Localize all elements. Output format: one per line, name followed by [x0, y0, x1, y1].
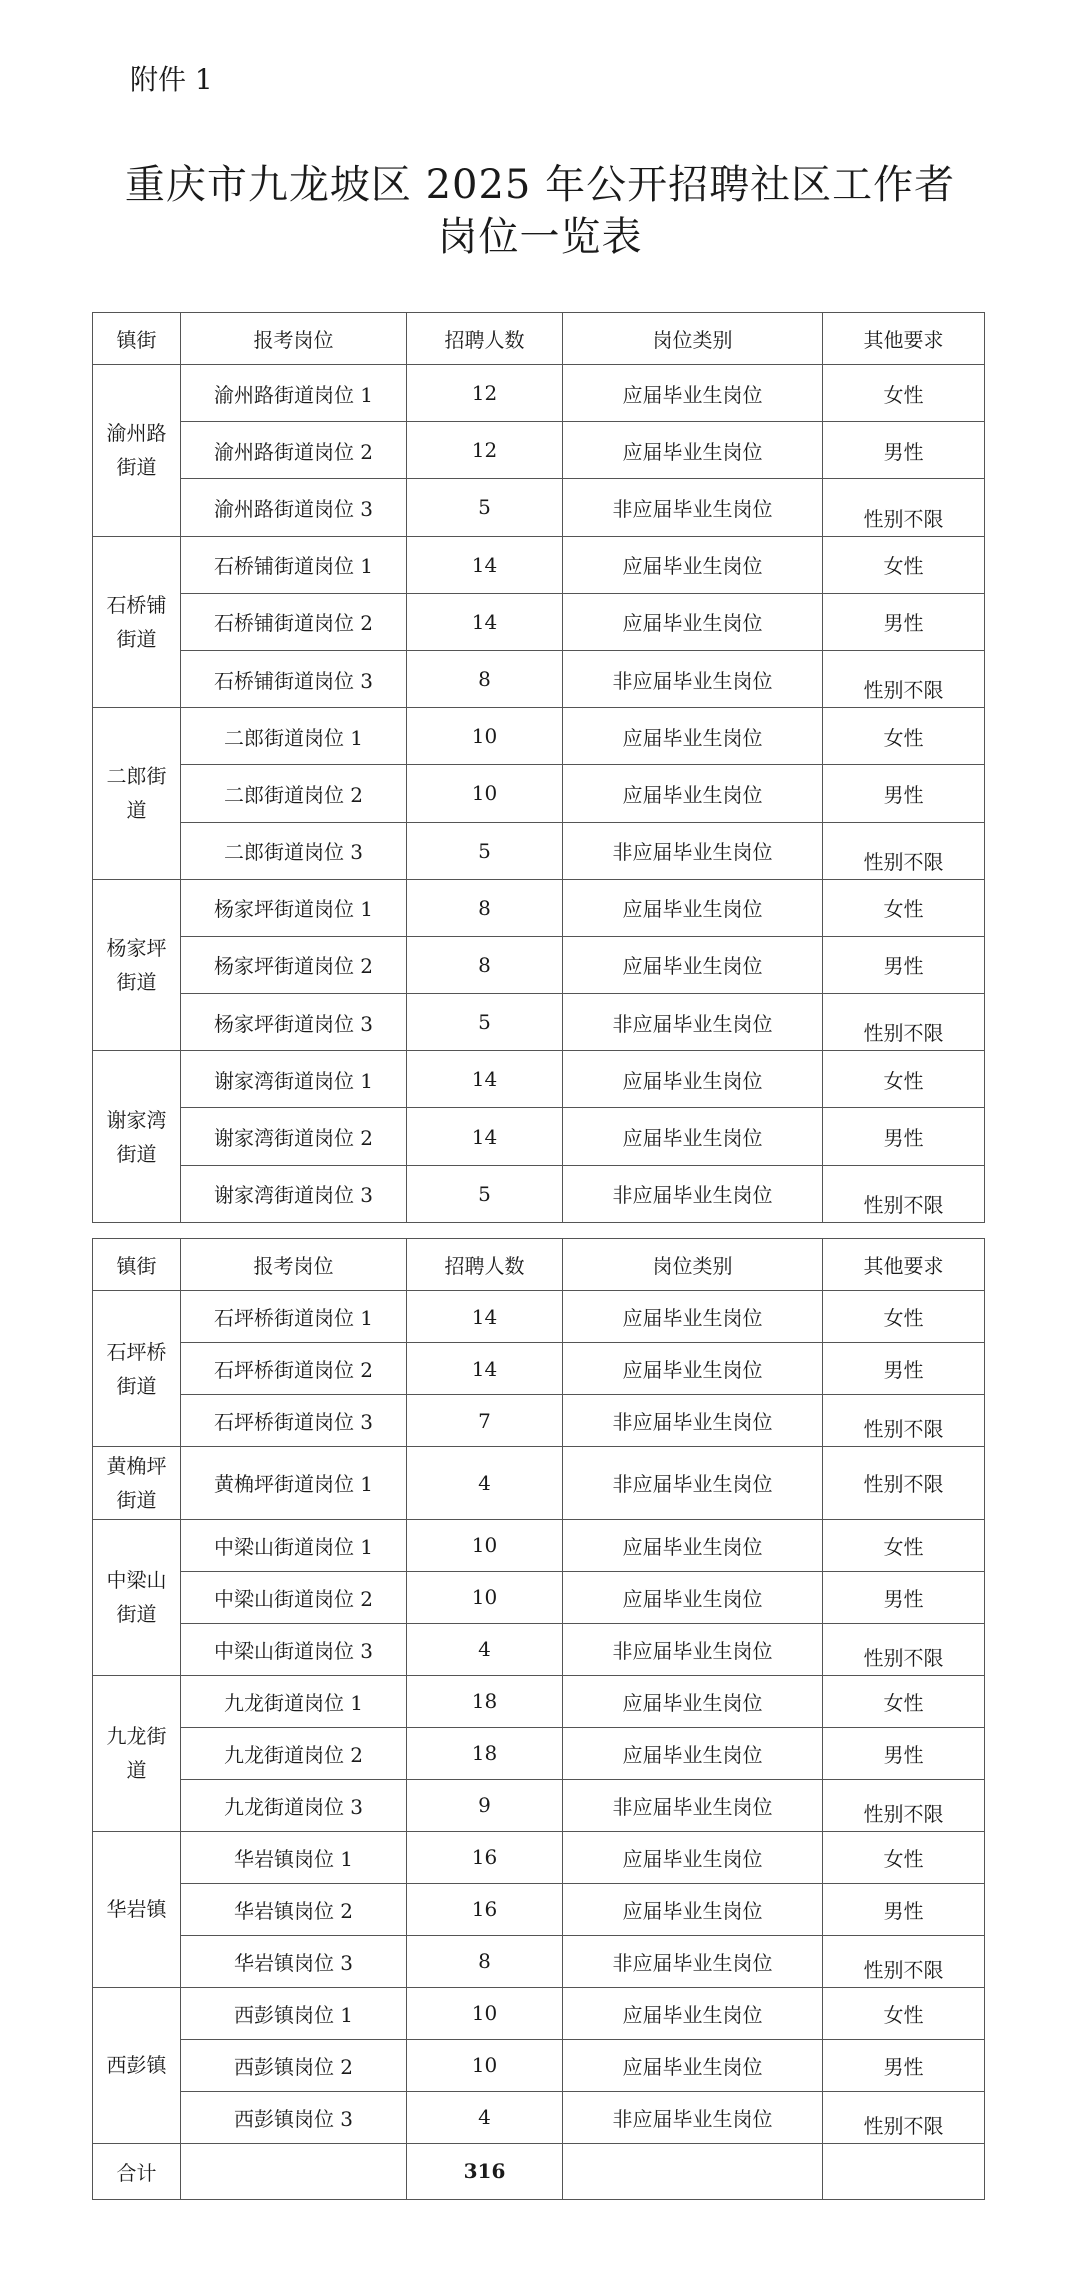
- column-header: 报考岗位: [181, 1239, 407, 1291]
- count-cell: 12: [407, 422, 563, 479]
- street-cell: 二郎街 道: [93, 708, 181, 880]
- table-row: [93, 1623, 985, 1675]
- table-row: [93, 2091, 985, 2143]
- category-cell: 应届毕业生岗位: [563, 1675, 823, 1727]
- count-cell: 8: [407, 650, 563, 707]
- table-row: [93, 936, 985, 993]
- post-cell: 华岩镇岗位 3: [181, 1935, 407, 1987]
- count-cell: 8: [407, 936, 563, 993]
- post-cell: 二郎街道岗位 1: [181, 708, 407, 765]
- table-row: [93, 1675, 985, 1727]
- table-row: [93, 1935, 985, 1987]
- table-row: [93, 593, 985, 650]
- post-cell: 中梁山街道岗位 1: [181, 1519, 407, 1571]
- attachment-label: 附件 1: [130, 63, 213, 96]
- column-header: 岗位类别: [563, 313, 823, 365]
- post-cell: 九龙街道岗位 1: [181, 1675, 407, 1727]
- document-title: 重庆市九龙坡区 2025 年公开招聘社区工作者: [124, 162, 956, 208]
- count-cell: 16: [407, 1883, 563, 1935]
- requirement-cell: 男性: [823, 936, 985, 993]
- table-row: [93, 1571, 985, 1623]
- requirement-cell: 男性: [823, 765, 985, 822]
- count-cell: 8: [407, 879, 563, 936]
- requirement-cell: 女性: [823, 365, 985, 422]
- count-cell: 5: [407, 1165, 563, 1222]
- requirement-cell: 性别不限: [823, 1395, 985, 1447]
- requirement-cell: 男性: [823, 1343, 985, 1395]
- post-cell: 西彭镇岗位 1: [181, 1987, 407, 2039]
- category-cell: 应届毕业生岗位: [563, 1831, 823, 1883]
- count-cell: 14: [407, 536, 563, 593]
- category-cell: 应届毕业生岗位: [563, 765, 823, 822]
- table-row: [93, 765, 985, 822]
- count-cell: 4: [407, 2091, 563, 2143]
- empty-cell: [181, 2143, 407, 2199]
- post-cell: 黄桷坪街道岗位 1: [181, 1447, 407, 1520]
- count-cell: 7: [407, 1395, 563, 1447]
- column-header: 其他要求: [823, 313, 985, 365]
- requirement-cell: 女性: [823, 1291, 985, 1343]
- category-cell: 应届毕业生岗位: [563, 365, 823, 422]
- post-cell: 石坪桥街道岗位 2: [181, 1343, 407, 1395]
- requirement-cell: 女性: [823, 536, 985, 593]
- table-row: [93, 1727, 985, 1779]
- count-cell: 10: [407, 2039, 563, 2091]
- table-row: [93, 1447, 985, 1520]
- requirement-cell: 女性: [823, 708, 985, 765]
- post-cell: 谢家湾街道岗位 1: [181, 1051, 407, 1108]
- post-cell: 中梁山街道岗位 2: [181, 1571, 407, 1623]
- count-cell: 9: [407, 1779, 563, 1831]
- post-cell: 华岩镇岗位 1: [181, 1831, 407, 1883]
- post-cell: 二郎街道岗位 3: [181, 822, 407, 879]
- category-cell: 非应届毕业生岗位: [563, 1935, 823, 1987]
- positions-table-part2: [92, 1238, 985, 2200]
- count-cell: 16: [407, 1831, 563, 1883]
- requirement-cell: 女性: [823, 1519, 985, 1571]
- table-row: [93, 1291, 985, 1343]
- count-cell: 14: [407, 1343, 563, 1395]
- post-cell: 杨家坪街道岗位 2: [181, 936, 407, 993]
- table-row: [93, 2039, 985, 2091]
- post-cell: 华岩镇岗位 2: [181, 1883, 407, 1935]
- empty-cell: [823, 2143, 985, 2199]
- count-cell: 14: [407, 593, 563, 650]
- post-cell: 石桥铺街道岗位 2: [181, 593, 407, 650]
- table-body: [93, 1291, 985, 2200]
- category-cell: 应届毕业生岗位: [563, 422, 823, 479]
- count-cell: 10: [407, 1987, 563, 2039]
- count-cell: 18: [407, 1727, 563, 1779]
- table-row: [93, 365, 985, 422]
- category-cell: 应届毕业生岗位: [563, 1291, 823, 1343]
- table-row: [93, 1779, 985, 1831]
- post-cell: 九龙街道岗位 3: [181, 1779, 407, 1831]
- post-cell: 石桥铺街道岗位 1: [181, 536, 407, 593]
- count-cell: 10: [407, 1571, 563, 1623]
- category-cell: 应届毕业生岗位: [563, 1108, 823, 1165]
- category-cell: 非应届毕业生岗位: [563, 994, 823, 1051]
- table-header: [93, 1239, 985, 1291]
- count-cell: 18: [407, 1675, 563, 1727]
- requirement-cell: 女性: [823, 1831, 985, 1883]
- category-cell: 应届毕业生岗位: [563, 1051, 823, 1108]
- category-cell: 应届毕业生岗位: [563, 1571, 823, 1623]
- category-cell: 非应届毕业生岗位: [563, 650, 823, 707]
- table-row: [93, 879, 985, 936]
- table-row: [93, 422, 985, 479]
- category-cell: 应届毕业生岗位: [563, 879, 823, 936]
- category-cell: 应届毕业生岗位: [563, 1987, 823, 2039]
- category-cell: 非应届毕业生岗位: [563, 822, 823, 879]
- count-cell: 14: [407, 1108, 563, 1165]
- table-row: [93, 1395, 985, 1447]
- street-cell: 华岩镇: [93, 1831, 181, 1987]
- requirement-cell: 性别不限: [823, 1935, 985, 1987]
- category-cell: 应届毕业生岗位: [563, 2039, 823, 2091]
- count-cell: 4: [407, 1447, 563, 1520]
- table-header: [93, 313, 985, 365]
- street-cell: 九龙街 道: [93, 1675, 181, 1831]
- table-row: [93, 1343, 985, 1395]
- count-cell: 4: [407, 1623, 563, 1675]
- table-row: [93, 1165, 985, 1222]
- post-cell: 谢家湾街道岗位 2: [181, 1108, 407, 1165]
- street-cell: 黄桷坪 街道: [93, 1447, 181, 1520]
- category-cell: 应届毕业生岗位: [563, 1343, 823, 1395]
- post-cell: 渝州路街道岗位 2: [181, 422, 407, 479]
- count-cell: 5: [407, 479, 563, 536]
- table-row: [93, 1831, 985, 1883]
- requirement-cell: 男性: [823, 2039, 985, 2091]
- post-cell: 二郎街道岗位 2: [181, 765, 407, 822]
- post-cell: 谢家湾街道岗位 3: [181, 1165, 407, 1222]
- table-row: [93, 650, 985, 707]
- total-label: 合计: [93, 2143, 181, 2199]
- post-cell: 渝州路街道岗位 3: [181, 479, 407, 536]
- category-cell: 应届毕业生岗位: [563, 936, 823, 993]
- table-row: [93, 1108, 985, 1165]
- requirement-cell: 男性: [823, 1883, 985, 1935]
- requirement-cell: 性别不限: [823, 1447, 985, 1520]
- category-cell: 应届毕业生岗位: [563, 708, 823, 765]
- requirement-cell: 性别不限: [823, 822, 985, 879]
- post-cell: 西彭镇岗位 3: [181, 2091, 407, 2143]
- column-header: 镇街: [93, 313, 181, 365]
- count-cell: 14: [407, 1291, 563, 1343]
- category-cell: 非应届毕业生岗位: [563, 1623, 823, 1675]
- street-cell: 谢家湾 街道: [93, 1051, 181, 1223]
- table-row: [93, 1051, 985, 1108]
- total-count: 316: [407, 2143, 563, 2199]
- post-cell: 石坪桥街道岗位 3: [181, 1395, 407, 1447]
- count-cell: 10: [407, 708, 563, 765]
- table-row: [93, 822, 985, 879]
- requirement-cell: 女性: [823, 879, 985, 936]
- street-cell: 杨家坪 街道: [93, 879, 181, 1051]
- column-header: 岗位类别: [563, 1239, 823, 1291]
- requirement-cell: 性别不限: [823, 1779, 985, 1831]
- count-cell: 5: [407, 994, 563, 1051]
- post-cell: 西彭镇岗位 2: [181, 2039, 407, 2091]
- count-cell: 12: [407, 365, 563, 422]
- requirement-cell: 女性: [823, 1051, 985, 1108]
- requirement-cell: 女性: [823, 1987, 985, 2039]
- count-cell: 5: [407, 822, 563, 879]
- column-header: 镇街: [93, 1239, 181, 1291]
- requirement-cell: 性别不限: [823, 650, 985, 707]
- table-row: [93, 536, 985, 593]
- post-cell: 石坪桥街道岗位 1: [181, 1291, 407, 1343]
- post-cell: 九龙街道岗位 2: [181, 1727, 407, 1779]
- post-cell: 石桥铺街道岗位 3: [181, 650, 407, 707]
- requirement-cell: 男性: [823, 1727, 985, 1779]
- street-cell: 西彭镇: [93, 1987, 181, 2143]
- table-row: [93, 1519, 985, 1571]
- street-cell: 渝州路 街道: [93, 365, 181, 537]
- table-body: [93, 365, 985, 1223]
- count-cell: 14: [407, 1051, 563, 1108]
- table-row: [93, 1987, 985, 2039]
- category-cell: 非应届毕业生岗位: [563, 1395, 823, 1447]
- count-cell: 10: [407, 1519, 563, 1571]
- empty-cell: [563, 2143, 823, 2199]
- table-row: [93, 994, 985, 1051]
- count-cell: 8: [407, 1935, 563, 1987]
- category-cell: 非应届毕业生岗位: [563, 1447, 823, 1520]
- column-header: 招聘人数: [407, 1239, 563, 1291]
- requirement-cell: 男性: [823, 1108, 985, 1165]
- requirement-cell: 性别不限: [823, 2091, 985, 2143]
- requirement-cell: 男性: [823, 1571, 985, 1623]
- category-cell: 非应届毕业生岗位: [563, 479, 823, 536]
- requirement-cell: 性别不限: [823, 1165, 985, 1222]
- category-cell: 非应届毕业生岗位: [563, 1779, 823, 1831]
- post-cell: 渝州路街道岗位 1: [181, 365, 407, 422]
- category-cell: 非应届毕业生岗位: [563, 2091, 823, 2143]
- requirement-cell: 男性: [823, 593, 985, 650]
- street-cell: 石坪桥 街道: [93, 1291, 181, 1447]
- category-cell: 应届毕业生岗位: [563, 536, 823, 593]
- total-row: [93, 2143, 985, 2199]
- requirement-cell: 女性: [823, 1675, 985, 1727]
- table-row: [93, 1883, 985, 1935]
- column-header: 其他要求: [823, 1239, 985, 1291]
- requirement-cell: 性别不限: [823, 479, 985, 536]
- table-row: [93, 708, 985, 765]
- count-cell: 10: [407, 765, 563, 822]
- category-cell: 非应届毕业生岗位: [563, 1165, 823, 1222]
- document-subtitle: 岗位一览表: [437, 214, 643, 260]
- post-cell: 杨家坪街道岗位 1: [181, 879, 407, 936]
- requirement-cell: 性别不限: [823, 994, 985, 1051]
- positions-table-part1: [92, 312, 985, 1223]
- street-cell: 中梁山 街道: [93, 1519, 181, 1675]
- requirement-cell: 男性: [823, 422, 985, 479]
- post-cell: 杨家坪街道岗位 3: [181, 994, 407, 1051]
- category-cell: 应届毕业生岗位: [563, 1727, 823, 1779]
- category-cell: 应届毕业生岗位: [563, 1519, 823, 1571]
- post-cell: 中梁山街道岗位 3: [181, 1623, 407, 1675]
- table-row: [93, 479, 985, 536]
- requirement-cell: 性别不限: [823, 1623, 985, 1675]
- street-cell: 石桥铺 街道: [93, 536, 181, 708]
- category-cell: 应届毕业生岗位: [563, 593, 823, 650]
- category-cell: 应届毕业生岗位: [563, 1883, 823, 1935]
- column-header: 报考岗位: [181, 313, 407, 365]
- column-header: 招聘人数: [407, 313, 563, 365]
